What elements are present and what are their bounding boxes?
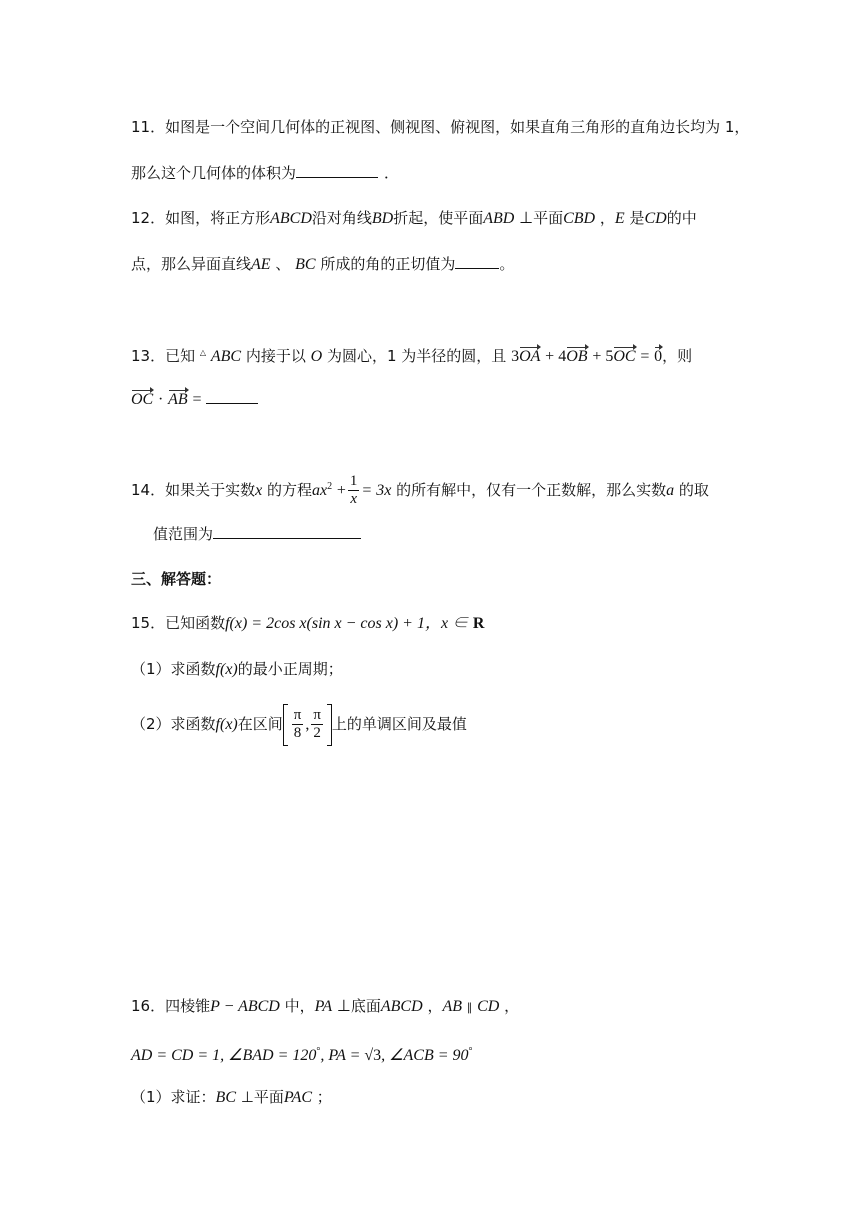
- vector-oc: OC: [613, 348, 636, 365]
- q15-text: 的最小正周期；: [237, 660, 343, 678]
- math-abc: ABC: [210, 348, 242, 365]
- q12-text: 所成的角的正切值为: [320, 255, 456, 273]
- fraction-pi-over-2: [311, 707, 323, 742]
- math-p-abcd: P − ABCD: [210, 998, 280, 1015]
- q12-text: ，: [599, 209, 615, 227]
- q14-text: 值范围为: [153, 525, 214, 543]
- degree-symbol: °: [468, 1046, 473, 1057]
- answer-blank[interactable]: [455, 254, 499, 269]
- zero-vector: 0: [654, 348, 663, 365]
- math-fx: f(x): [215, 661, 238, 678]
- fraction-denominator: x: [350, 491, 357, 507]
- section-heading: 三、解答题：: [131, 570, 222, 588]
- q11-line1: [131, 117, 749, 137]
- q16-part1: [131, 1087, 332, 1108]
- math-ax: ax: [312, 482, 328, 499]
- math-a: a: [666, 482, 675, 499]
- q14-text: 的所有解中，仅有一个正数解，那么实数: [396, 481, 667, 499]
- q15-text: （1）求函数: [131, 660, 216, 678]
- q13-line1: [131, 343, 692, 367]
- q13-text: 为圆心，1 为半径的圆，且: [326, 347, 507, 365]
- q14-line1: [131, 470, 709, 508]
- math-fx: f(x): [215, 716, 238, 733]
- math-eq-3x: = 3x: [361, 482, 392, 499]
- degree-symbol: °: [316, 1046, 321, 1057]
- q11-prompt: 那么这个几何体的体积为: [131, 164, 297, 182]
- q12-text: 是: [629, 209, 645, 227]
- function-formula: f(x) = 2cos x(sin x − cos x) + 1，x ∈: [225, 615, 469, 632]
- math-abcd: ABCD: [380, 998, 423, 1015]
- vector-oa: OA: [519, 348, 541, 365]
- q16-text: ⊥平面: [240, 1088, 284, 1106]
- q12-line1: [131, 208, 697, 229]
- math-cd: CD: [477, 998, 500, 1015]
- q15-text: 上的单调区间及最值: [331, 715, 467, 733]
- q15-text: 在区间: [237, 715, 283, 733]
- q16-text: ；: [316, 1088, 332, 1106]
- math-bc: BC: [295, 256, 316, 273]
- q15-part1: [131, 659, 343, 680]
- math-x: x: [255, 482, 263, 499]
- fraction-numerator: 1: [349, 473, 358, 489]
- q12-text: 、: [275, 255, 291, 273]
- coef-3: 3: [511, 348, 520, 365]
- math-conditions: , ∠ACB = 90: [381, 1047, 469, 1064]
- q14-text: 的取: [678, 481, 709, 499]
- q14-line2: [153, 524, 361, 544]
- q15-text: （2）求函数: [131, 715, 216, 733]
- q12-text: 。: [499, 255, 515, 273]
- fraction-1-over-x: [348, 473, 360, 508]
- q11-line2: [131, 163, 399, 183]
- math-conditions: AD = CD = 1, ∠BAD = 120: [131, 1047, 317, 1064]
- vector-ob: OB: [566, 348, 588, 365]
- math-bd: BD: [371, 210, 394, 227]
- math-ae: AE: [251, 256, 271, 273]
- q12-text: 点，那么异面直线: [131, 255, 252, 273]
- perp-symbol: ⊥: [519, 210, 534, 227]
- q14-text: 14．如果关于实数: [131, 481, 256, 499]
- q11-period: ．: [384, 164, 400, 182]
- parallel-symbol: ∥: [466, 1002, 473, 1014]
- math-abcd: ABCD: [270, 210, 312, 227]
- math-ab: AB: [442, 998, 462, 1015]
- fraction-denominator: 8: [293, 725, 302, 741]
- q16-text: ，: [504, 997, 520, 1015]
- plus-symbol: +: [336, 482, 346, 499]
- sqrt-3: √3: [364, 1047, 382, 1064]
- fraction-numerator: π: [313, 707, 321, 723]
- q16-text: 16．四棱锥: [131, 997, 211, 1015]
- q15-text: 15．已知函数: [131, 614, 226, 632]
- q12-line2: [131, 254, 514, 275]
- q15-line1: [131, 613, 484, 634]
- q13-text: 内接于以: [245, 347, 306, 365]
- comma: ,: [305, 715, 310, 733]
- q12-text: 平面: [533, 209, 564, 227]
- q15-part2: [131, 702, 467, 747]
- fraction-pi-over-8: [292, 707, 304, 742]
- plus-5: + 5: [592, 348, 614, 365]
- exponent-2: 2: [327, 481, 333, 492]
- math-e: E: [614, 210, 625, 227]
- math-cbd: CBD: [563, 210, 596, 227]
- dot-symbol: ·: [158, 391, 164, 408]
- q16-text: ，: [427, 997, 443, 1015]
- q16-line1: [131, 996, 519, 1018]
- q12-text: 的中: [666, 209, 697, 227]
- closed-interval: [283, 703, 332, 747]
- q16-line2: [131, 1042, 473, 1066]
- q13-text: ，则: [662, 347, 693, 365]
- math-abd: ABD: [483, 210, 515, 227]
- q16-text: 底面: [350, 997, 381, 1015]
- fraction-denominator: 2: [313, 725, 321, 741]
- vector-oc: OC: [131, 391, 154, 408]
- math-pac: PAC: [283, 1089, 313, 1106]
- triangle-symbol: △: [199, 348, 207, 357]
- answer-blank[interactable]: [213, 524, 361, 539]
- equals-symbol: =: [192, 391, 202, 408]
- answer-blank[interactable]: [206, 389, 258, 404]
- vector-ab: AB: [168, 391, 188, 408]
- answer-blank[interactable]: [296, 163, 378, 178]
- q16-text: 中，: [284, 997, 315, 1015]
- math-conditions: , PA =: [320, 1047, 365, 1064]
- q13-text: 13．已知: [131, 347, 196, 365]
- q14-text: 的方程: [266, 481, 312, 499]
- q16-text: （1）求证：: [131, 1088, 216, 1106]
- q12-text: 折起，使平面: [393, 209, 484, 227]
- plus-4: + 4: [545, 348, 567, 365]
- perp-symbol: ⊥: [336, 998, 351, 1015]
- q13-line2: [131, 389, 258, 410]
- q12-text: 12．如图，将正方形: [131, 209, 271, 227]
- q11-text: 11．如图是一个空间几何体的正视图、侧视图、俯视图，如果直角三角形的直角边长均为 1，: [131, 118, 750, 136]
- math-bc: BC: [215, 1089, 236, 1106]
- q12-text: 沿对角线: [311, 209, 372, 227]
- math-cd: CD: [644, 210, 667, 227]
- math-o: O: [310, 348, 323, 365]
- fraction-numerator: π: [293, 707, 302, 723]
- real-numbers-symbol: R: [472, 615, 485, 632]
- equals-symbol: =: [640, 348, 650, 365]
- math-pa: PA: [314, 998, 333, 1015]
